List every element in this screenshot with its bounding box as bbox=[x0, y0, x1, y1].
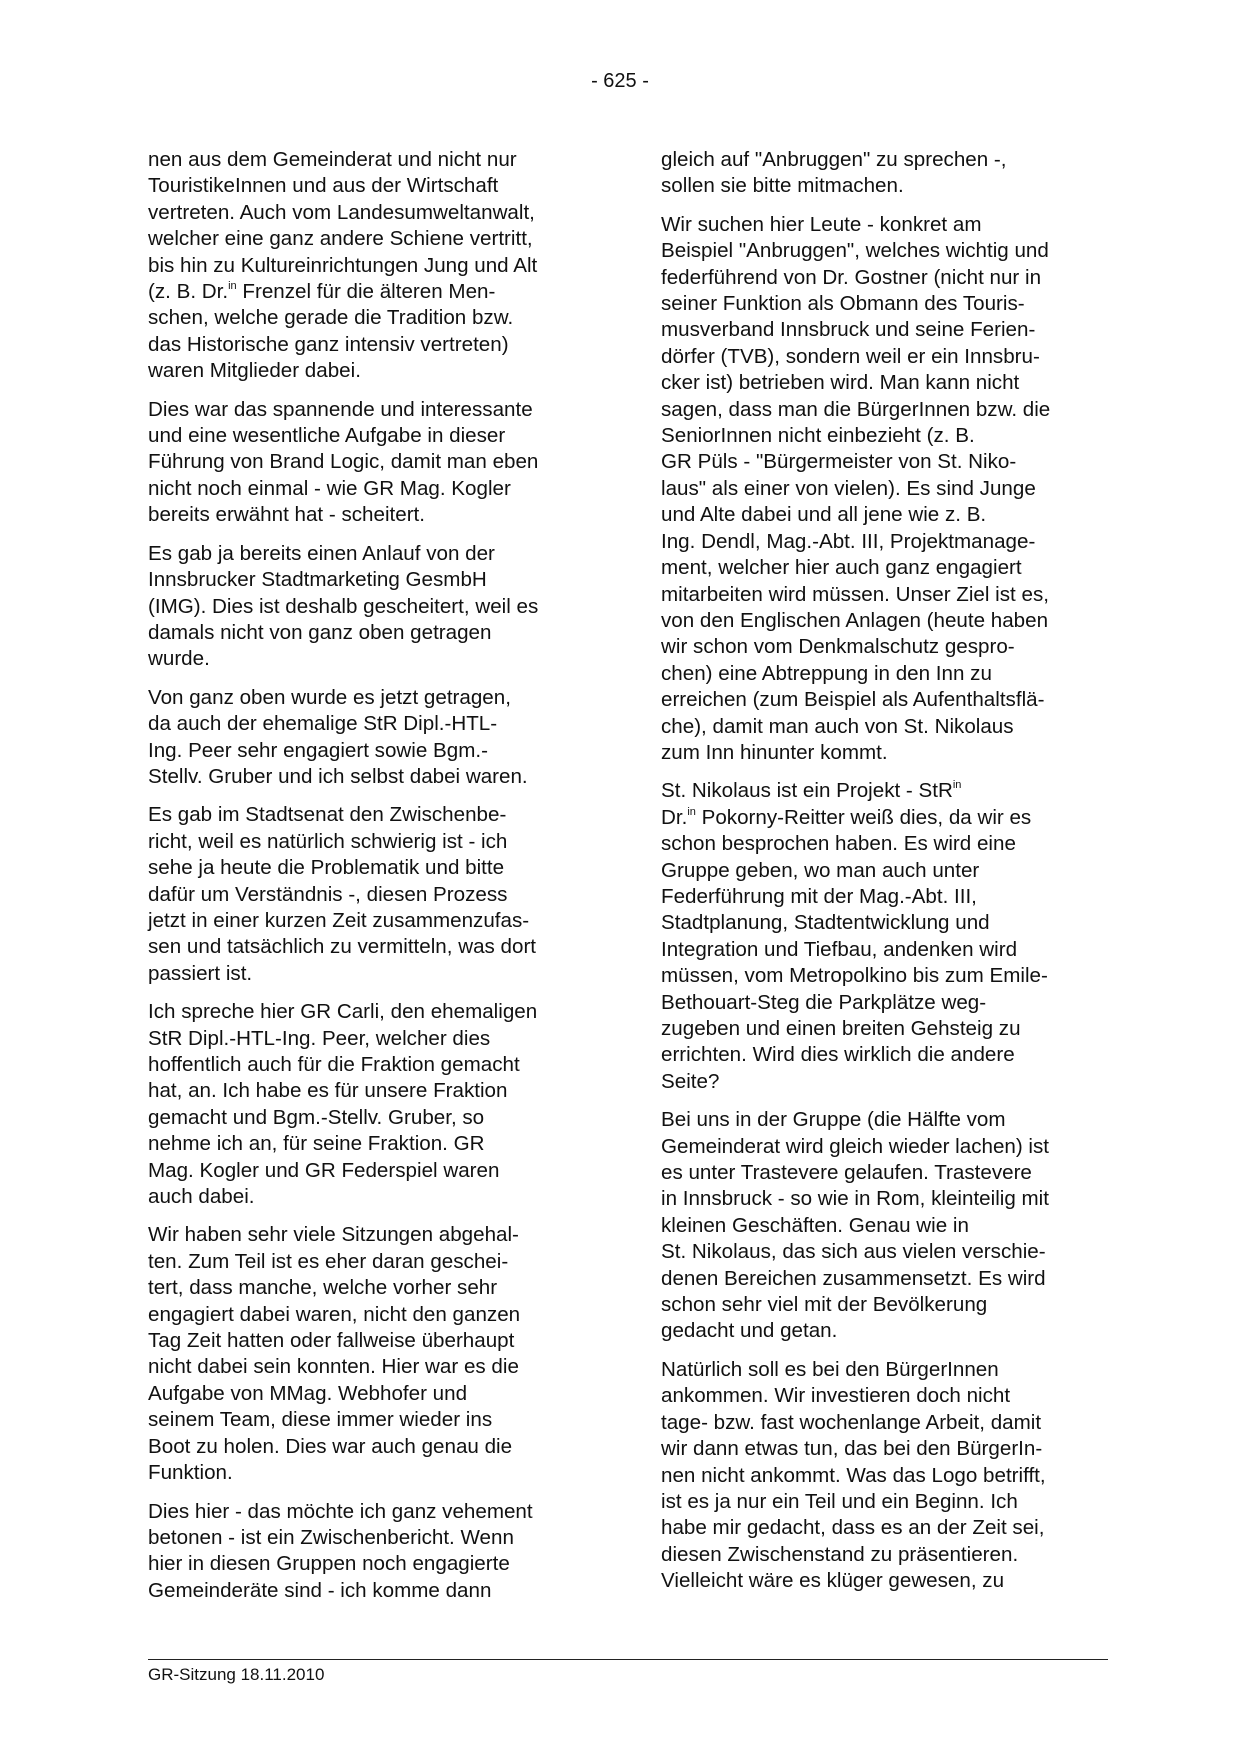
text-line: St. Nikolaus ist ein Projekt - StR$^{in}$ bbox=[661, 779, 962, 803]
text-line: denen Bereichen zusammensetzt. Es wird bbox=[661, 1266, 1046, 1290]
footer-divider bbox=[148, 1659, 1108, 1660]
text-line: Federführung mit der Mag.-Abt. III, bbox=[661, 884, 977, 908]
text-line: in Innsbruck - so wie in Rom, kleinteilig mit bbox=[661, 1187, 1049, 1211]
paragraph bbox=[148, 802, 589, 987]
paragraph bbox=[148, 1222, 589, 1486]
text-line: diesen Zwischenstand zu präsentieren. bbox=[661, 1542, 1019, 1566]
text-line: waren Mitglieder dabei. bbox=[148, 359, 361, 383]
text-line: ten. Zum Teil ist es eher daran geschei- bbox=[148, 1249, 509, 1273]
paragraph bbox=[148, 1499, 589, 1605]
paragraph bbox=[148, 541, 589, 673]
text-line: hat, an. Ich habe es für unsere Fraktion bbox=[148, 1079, 508, 1103]
text-line: Bei uns in der Gruppe (die Hälfte vom bbox=[661, 1108, 1006, 1132]
text-line: Funktion. bbox=[148, 1461, 233, 1485]
text-line: Bethouart-Steg die Parkplätze weg- bbox=[661, 990, 987, 1014]
text-line: nehme ich an, für seine Fraktion. GR bbox=[148, 1132, 485, 1156]
paragraph bbox=[148, 147, 589, 385]
text-line: richt, weil es natürlich schwierig ist - ich bbox=[148, 829, 508, 853]
text-line: passiert ist. bbox=[148, 961, 253, 985]
text-line: Von ganz oben wurde es jetzt getragen, bbox=[148, 685, 511, 709]
text-line: Innsbrucker Stadtmarketing GesmbH bbox=[148, 568, 487, 592]
text-line: Boot zu holen. Dies war auch genau die bbox=[148, 1434, 513, 1458]
text-line: sollen sie bitte mitmachen. bbox=[661, 174, 904, 198]
text-line: tage- bzw. fast wochenlange Arbeit, damit bbox=[661, 1410, 1042, 1434]
text-line: schon besprochen haben. Es wird eine bbox=[661, 832, 1016, 856]
text-line: GR Püls - "Bürgermeister von St. Niko- bbox=[661, 450, 1017, 474]
text-line: Es gab im Stadtsenat den Zwischenbe- bbox=[148, 803, 507, 827]
text-line: sehe ja heute die Problematik und bitte bbox=[148, 856, 505, 880]
text-line: Es gab ja bereits einen Anlauf von der bbox=[148, 541, 495, 565]
paragraph bbox=[148, 397, 589, 529]
text-line: habe mir gedacht, dass es an der Zeit sei, bbox=[661, 1516, 1045, 1540]
text-line: tert, dass manche, welche vorher sehr bbox=[148, 1276, 498, 1300]
text-line: ankommen. Wir investieren doch nicht bbox=[661, 1384, 1011, 1408]
text-line: Ing. Dendl, Mag.-Abt. III, Projektmanage- bbox=[661, 529, 1036, 553]
text-line: gleich auf "Anbruggen" zu sprechen -, bbox=[661, 148, 1007, 171]
text-line: wir dann etwas tun, das bei den BürgerIn- bbox=[661, 1437, 1043, 1461]
text-line: Aufgabe von MMag. Webhofer und bbox=[148, 1381, 468, 1405]
text-line: nen aus dem Gemeinderat und nicht nur bbox=[148, 148, 517, 171]
text-line: hier in diesen Gruppen noch engagierte bbox=[148, 1552, 510, 1576]
text-line: cker ist) betrieben wird. Man kann nicht bbox=[661, 371, 1020, 395]
text-line: welcher eine ganz andere Schiene vertritt, bbox=[148, 227, 533, 251]
text-line: gedacht und getan. bbox=[661, 1319, 838, 1343]
right-text-column bbox=[661, 147, 1102, 1607]
text-line: Ing. Peer sehr engagiert sowie Bgm.- bbox=[148, 738, 488, 762]
text-line: wurde. bbox=[148, 647, 210, 671]
text-line: dafür um Verständnis -, diesen Prozess bbox=[148, 882, 508, 906]
text-line: federführend von Dr. Gostner (nicht nur in bbox=[661, 265, 1042, 289]
text-line: Stellv. Gruber und ich selbst dabei waren. bbox=[148, 764, 528, 788]
text-line: SeniorInnen nicht einbezieht (z. B. bbox=[661, 424, 975, 448]
text-line: Seite? bbox=[661, 1069, 720, 1093]
text-line: Stadtplanung, Stadtentwicklung und bbox=[661, 911, 990, 935]
text-line: errichten. Wird dies wirklich die andere bbox=[661, 1043, 1015, 1067]
text-line: Dies war das spannende und interessante bbox=[148, 397, 533, 421]
text-line: Wir suchen hier Leute - konkret am bbox=[661, 212, 982, 236]
text-line: Gruppe geben, wo man auch unter bbox=[661, 858, 980, 882]
paragraph bbox=[661, 778, 1102, 1095]
text-line: Vielleicht wäre es klüger gewesen, zu bbox=[661, 1569, 1005, 1593]
text-line: zum Inn hinunter kommt. bbox=[661, 740, 888, 764]
text-line: jetzt in einer kurzen Zeit zusammenzufas- bbox=[148, 908, 530, 932]
paragraph bbox=[148, 685, 589, 791]
text-line: kleinen Geschäften. Genau wie in bbox=[661, 1213, 969, 1237]
text-line: engagiert dabei waren, nicht den ganzen bbox=[148, 1302, 521, 1326]
text-line: Natürlich soll es bei den BürgerInnen bbox=[661, 1357, 999, 1381]
text-line: nicht dabei sein konnten. Hier war es die bbox=[148, 1355, 519, 1379]
text-line: (IMG). Dies ist deshalb gescheitert, weil es bbox=[148, 594, 539, 618]
text-line: nen nicht ankommt. Was das Logo betrifft, bbox=[661, 1463, 1046, 1487]
text-line: musverband Innsbruck und seine Ferien- bbox=[661, 318, 1036, 342]
text-line: wir schon vom Denkmalschutz gespro- bbox=[661, 635, 1015, 659]
text-line: Ich spreche hier GR Carli, den ehemaligen bbox=[148, 1000, 538, 1024]
text-line: auch dabei. bbox=[148, 1185, 255, 1209]
text-line: und eine wesentliche Aufgabe in dieser bbox=[148, 424, 506, 448]
text-line: Dies hier - das möchte ich ganz vehement bbox=[148, 1499, 533, 1523]
text-line: nicht noch einmal - wie GR Mag. Kogler bbox=[148, 476, 511, 500]
text-line: Führung von Brand Logic, damit man eben bbox=[148, 450, 539, 474]
text-line: Wir haben sehr viele Sitzungen abgehal- bbox=[148, 1223, 519, 1247]
text-line: hoffentlich auch für die Fraktion gemacht bbox=[148, 1053, 520, 1076]
page-number: - 625 - bbox=[591, 70, 649, 92]
text-line: St. Nikolaus, das sich aus vielen verschie- bbox=[661, 1240, 1046, 1264]
text-line: StR Dipl.-HTL-Ing. Peer, welcher dies bbox=[148, 1026, 491, 1050]
text-line: Gemeinderäte sind - ich komme dann bbox=[148, 1578, 492, 1602]
footer-session-date: GR-Sitzung 18.11.2010 bbox=[148, 1665, 325, 1684]
paragraph bbox=[661, 1357, 1102, 1595]
text-line: TouristikeInnen und aus der Wirtschaft bbox=[148, 174, 499, 198]
text-line: ment, welcher hier auch ganz engagiert bbox=[661, 556, 1022, 580]
text-line: zugeben und einen breiten Gehsteig zu bbox=[661, 1017, 1021, 1040]
text-line: damals nicht von ganz oben getragen bbox=[148, 620, 492, 644]
text-line: vertreten. Auch vom Landesumweltanwalt, bbox=[148, 200, 535, 224]
text-line: Integration und Tiefbau, andenken wird bbox=[661, 937, 1018, 961]
text-line: von den Englischen Anlagen (heute haben bbox=[661, 608, 1049, 632]
paragraph bbox=[661, 147, 1102, 200]
text-line: Dr.$^{in}$ Pokorny-Reitter weiß dies, da wir es bbox=[661, 805, 1032, 829]
text-line: bis hin zu Kultureinrichtungen Jung und Alt bbox=[148, 253, 538, 277]
paragraph bbox=[148, 999, 589, 1210]
text-line: (z. B. Dr.$^{in}$ Frenzel für die älteren Men- bbox=[148, 280, 496, 304]
text-line: gemacht und Bgm.-Stellv. Gruber, so bbox=[148, 1105, 485, 1129]
text-line: schen, welche gerade die Tradition bzw. bbox=[148, 306, 514, 330]
superscript-suffix: in bbox=[687, 805, 696, 818]
text-line: schon sehr viel mit der Bevölkerung bbox=[661, 1293, 988, 1317]
text-line: dörfer (TVB), sondern weil er ein Innsbru- bbox=[661, 344, 1040, 368]
text-line: Beispiel "Anbruggen", welches wichtig und bbox=[661, 239, 1049, 263]
text-line: Tag Zeit hatten oder fallweise überhaupt bbox=[148, 1329, 515, 1353]
text-line: seiner Funktion als Obmann des Touris- bbox=[661, 292, 1025, 316]
text-line: mitarbeiten wird müssen. Unser Ziel ist es, bbox=[661, 582, 1049, 606]
text-line: das Historische ganz intensiv vertreten) bbox=[148, 332, 509, 356]
text-line: da auch der ehemalige StR Dipl.-HTL- bbox=[148, 712, 498, 736]
paragraph bbox=[661, 1107, 1102, 1345]
superscript-suffix: in bbox=[228, 280, 237, 293]
text-line: seinem Team, diese immer wieder ins bbox=[148, 1408, 493, 1432]
text-line: bereits erwähnt hat - scheitert. bbox=[148, 503, 425, 527]
text-line: erreichen (zum Beispiel als Aufenthaltsflä- bbox=[661, 688, 1045, 712]
text-line: Mag. Kogler und GR Federspiel waren bbox=[148, 1158, 500, 1182]
text-line: betonen - ist ein Zwischenbericht. Wenn bbox=[148, 1525, 514, 1549]
text-line: sen und tatsächlich zu vermitteln, was dort bbox=[148, 935, 537, 959]
text-line: laus" als einer von vielen). Es sind Junge bbox=[661, 476, 1036, 500]
left-text-column bbox=[148, 147, 589, 1616]
text-line: Gemeinderat wird gleich wieder lachen) ist bbox=[661, 1134, 1050, 1158]
text-line: che), damit man auch von St. Nikolaus bbox=[661, 714, 1014, 738]
text-line: es unter Trastevere gelaufen. Trastevere bbox=[661, 1161, 1032, 1185]
text-line: sagen, dass man die BürgerInnen bzw. die bbox=[661, 397, 1051, 421]
superscript-suffix: in bbox=[952, 779, 962, 792]
text-line: müssen, vom Metropolkino bis zum Emile- bbox=[661, 964, 1048, 988]
text-line: und Alte dabei und all jene wie z. B. bbox=[661, 503, 987, 527]
paragraph bbox=[661, 212, 1102, 767]
text-line: chen) eine Abtreppung in den Inn zu bbox=[661, 661, 992, 685]
text-line: ist es ja nur ein Teil und ein Beginn. Ich bbox=[661, 1489, 1018, 1513]
